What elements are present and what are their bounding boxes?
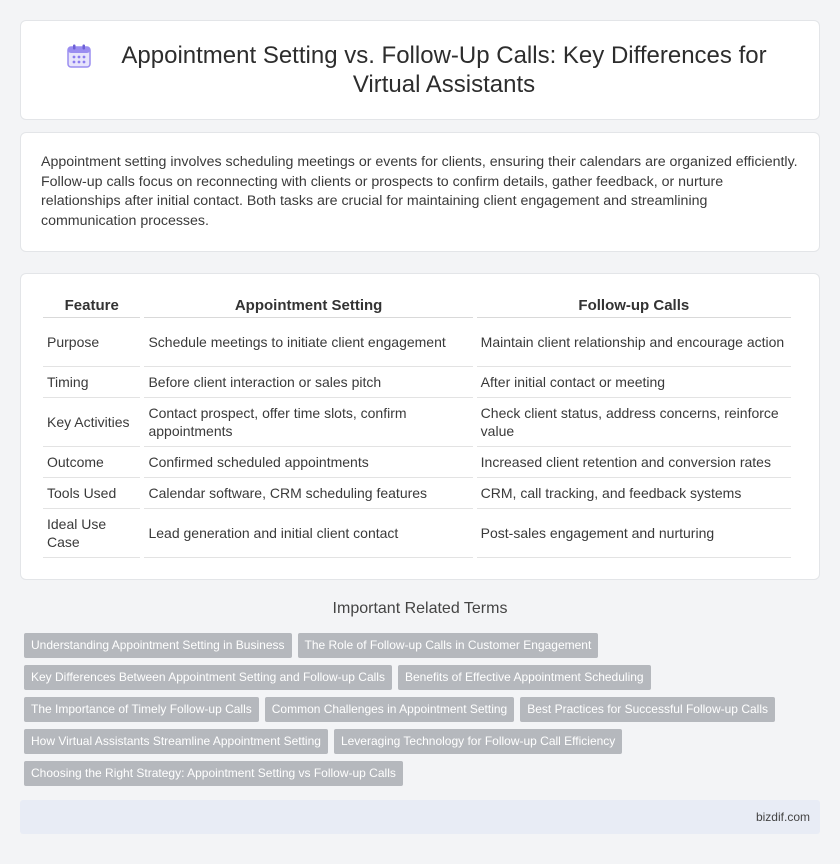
related-term-link[interactable]: How Virtual Assistants Streamline Appointment Setting (24, 729, 328, 754)
row-follow-up: CRM, call tracking, and feedback systems (477, 478, 791, 509)
related-term-link[interactable]: Understanding Appointment Setting in Business (24, 633, 292, 658)
row-follow-up: Maintain client relationship and encourage action (477, 318, 791, 367)
row-follow-up: Post-sales engagement and nurturing (477, 509, 791, 558)
header-feature: Feature (43, 296, 140, 318)
related-terms-heading: Important Related Terms (332, 600, 508, 617)
related-term-link[interactable]: The Importance of Timely Follow-up Calls (24, 697, 259, 722)
comparison-card (20, 273, 820, 580)
related-term-link[interactable]: Leveraging Technology for Follow-up Call Efficiency (334, 729, 622, 754)
related-term-link[interactable]: Benefits of Effective Appointment Scheduling (398, 665, 651, 690)
tag-row (24, 633, 824, 658)
row-feature: Key Activities (43, 398, 140, 447)
row-appointment: Lead generation and initial client contact (144, 509, 472, 558)
tag-row (24, 665, 824, 690)
table-row (43, 509, 791, 558)
row-feature: Ideal Use Case (43, 509, 140, 558)
related-term-link[interactable]: Key Differences Between Appointment Setting and Follow-up Calls (24, 665, 392, 690)
related-term-link[interactable]: Choosing the Right Strategy: Appointment Setting vs Follow-up Calls (24, 761, 403, 786)
footer-brand-link[interactable]: bizdif.com (755, 810, 810, 824)
table-row (43, 318, 791, 367)
row-feature: Timing (43, 367, 140, 398)
row-appointment: Confirmed scheduled appointments (144, 447, 472, 478)
comparison-table (39, 296, 795, 558)
related-term-link[interactable]: Common Challenges in Appointment Setting (265, 697, 514, 722)
table-row (43, 478, 791, 509)
related-term-link[interactable]: The Role of Follow-up Calls in Customer Engagement (298, 633, 599, 658)
tag-row (24, 761, 824, 786)
row-appointment: Contact prospect, offer time slots, confirm appointments (144, 398, 472, 447)
table-row (43, 447, 791, 478)
row-follow-up: Check client status, address concerns, reinforce value (477, 398, 791, 447)
table-header-row (43, 296, 791, 318)
title-wrap (66, 41, 774, 99)
title-card (20, 20, 820, 120)
header-follow-up-calls: Follow-up Calls (477, 296, 791, 318)
related-terms-list (24, 633, 824, 793)
related-term-link[interactable]: Best Practices for Successful Follow-up Calls (520, 697, 775, 722)
row-feature: Outcome (43, 447, 140, 478)
footer (20, 800, 820, 834)
page-title: Appointment Setting vs. Follow-Up Calls: Key Differences for Virtual Assistants (121, 42, 767, 98)
tag-row (24, 729, 824, 754)
tag-row (24, 697, 824, 722)
table-row (43, 367, 791, 398)
calendar-icon (66, 43, 92, 69)
row-appointment: Calendar software, CRM scheduling features (144, 478, 472, 509)
row-follow-up: After initial contact or meeting (477, 367, 791, 398)
row-appointment: Before client interaction or sales pitch (144, 367, 472, 398)
row-feature: Tools Used (43, 478, 140, 509)
row-feature: Purpose (43, 318, 140, 367)
table-row (43, 398, 791, 447)
intro-card (20, 132, 820, 252)
intro-paragraph: Appointment setting involves scheduling meetings or events for clients, ensuring their calendars are organized efficiently. Follow-up calls focus on reconnecting with clients or prospects to confirm details, gather feedback, or nurture relationships after initial contact. Both tasks are crucial for maintaining client engagement and streamlining communication processes. (41, 154, 798, 229)
row-appointment: Schedule meetings to initiate client engagement (144, 318, 472, 367)
header-appointment-setting: Appointment Setting (144, 296, 472, 318)
row-follow-up: Increased client retention and conversion rates (477, 447, 791, 478)
